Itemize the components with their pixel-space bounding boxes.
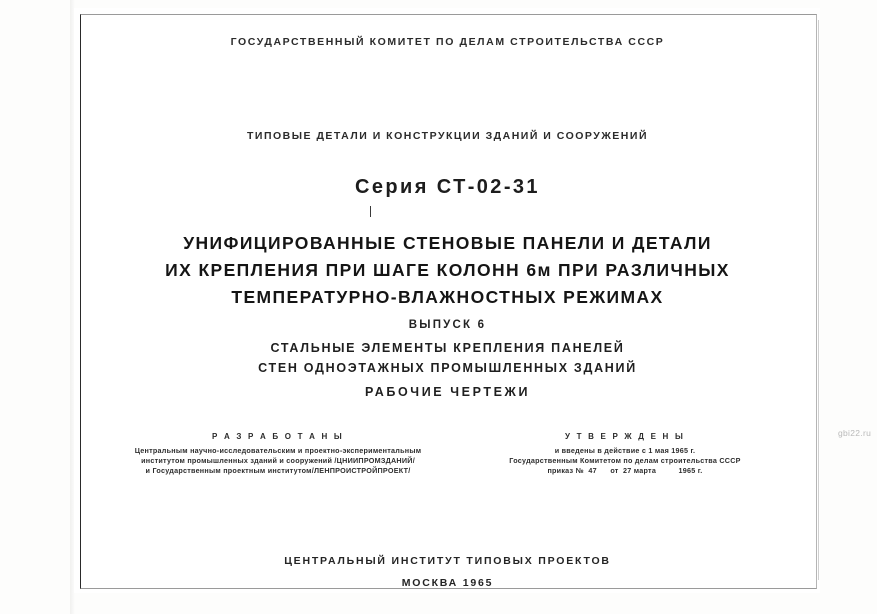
developed-by-block [118, 432, 438, 476]
series-number: Серия СТ-02-31 [355, 176, 540, 198]
sheet-inner-right-rule [818, 20, 819, 580]
main-title-line-1: УНИФИЦИРОВАННЫЕ СТЕНОВЫЕ ПАНЕЛИ И ДЕТАЛИ [183, 233, 712, 253]
title-page-content [80, 14, 815, 587]
main-title [80, 230, 815, 311]
approved-by-body [470, 446, 780, 476]
drawings-label: РАБОЧИЕ ЧЕРТЕЖИ [364, 385, 531, 399]
issuing-organization: ГОСУДАРСТВЕННЫЙ КОМИТЕТ ПО ДЕЛАМ СТРОИТЕЛЬСТВА СССР [230, 36, 665, 48]
watermark-text: gbi22.ru [838, 428, 872, 438]
publisher-name: ЦЕНТРАЛЬНЫЙ ИНСТИТУТ ТИПОВЫХ ПРОЕКТОВ [284, 555, 611, 567]
developed-by-body [118, 446, 438, 476]
issue-description [80, 338, 815, 378]
approved-by-block [470, 432, 780, 476]
publisher-city-year: МОСКВА 1965 [401, 577, 494, 589]
approved-by-line-1: и введены в действие с 1 мая 1965 г. [554, 446, 696, 455]
developed-by-line-1: Центральным научно-исследовательским и проектно-экспериментальным [134, 446, 422, 455]
publisher-block [80, 550, 815, 594]
issue-description-line-1: СТАЛЬНЫЕ ЭЛЕМЕНТЫ КРЕПЛЕНИЯ ПАНЕЛЕЙ [270, 341, 625, 355]
main-title-line-3: ТЕМПЕРАТУРНО-ВЛАЖНОСТНЫХ РЕЖИМАХ [231, 287, 664, 307]
issue-number: ВЫПУСК 6 [408, 319, 487, 331]
series-underline-tick [370, 206, 371, 217]
developed-by-line-2: институтом промышленных зданий и сооружений /ЦНИИПРОМЗДАНИЙ/ [141, 456, 415, 465]
issue-description-line-2: СТЕН ОДНОЭТАЖНЫХ ПРОМЫШЛЕННЫХ ЗДАНИЙ [258, 361, 637, 375]
approved-by-line-3: приказ № 47 от 27 марта 1965 г. [547, 466, 703, 475]
approved-by-heading: У Т В Е Р Ж Д Е Н Ы [565, 432, 685, 441]
document-subtitle: ТИПОВЫЕ ДЕТАЛИ И КОНСТРУКЦИИ ЗДАНИЙ И СООРУЖЕНИЙ [246, 130, 648, 142]
approved-by-line-2: Государственным Комитетом по делам строительства СССР [509, 456, 741, 465]
developed-by-line-3: и Государственным проектным институтом/ЛЕНПРОИСТРОЙПРОЕКТ/ [145, 466, 411, 475]
developed-by-heading: Р А З Р А Б О Т А Н Ы [212, 432, 344, 441]
main-title-line-2: ИХ КРЕПЛЕНИЯ ПРИ ШАГЕ КОЛОНН 6м ПРИ РАЗЛИЧНЫХ [165, 260, 730, 280]
